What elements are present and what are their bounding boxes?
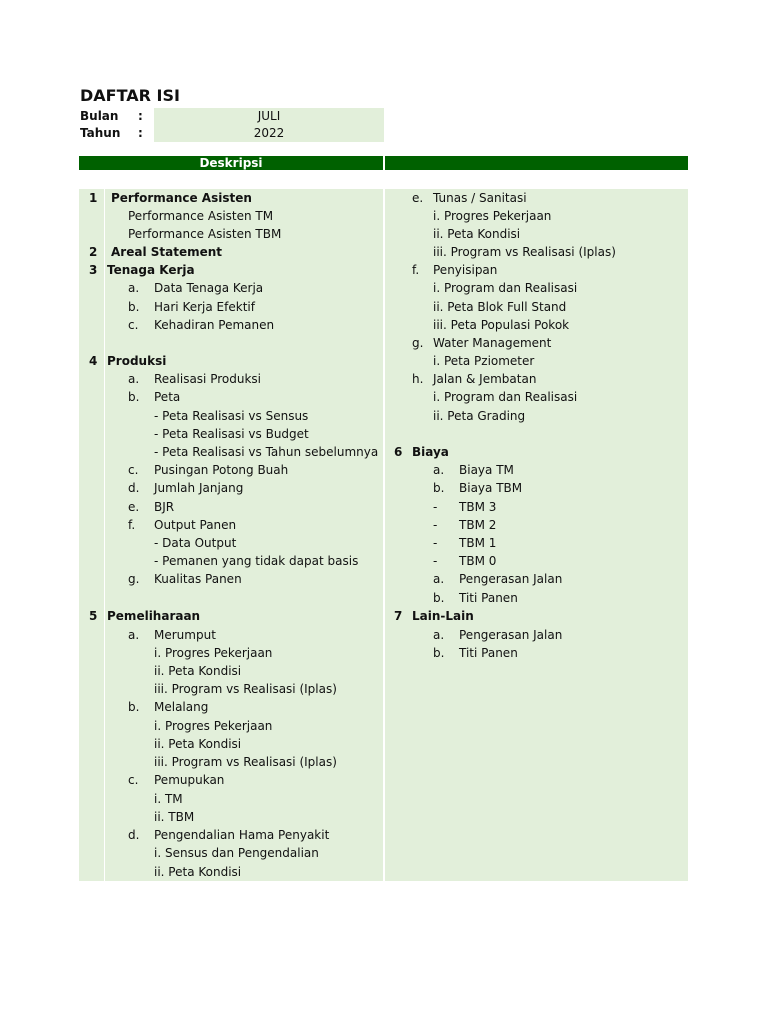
list-item: TBM 2 <box>459 518 497 532</box>
list-subitem: iii. Program vs Realisasi (Iplas) <box>154 755 337 769</box>
item-letter: a. <box>433 572 445 586</box>
page-title: DAFTAR ISI <box>80 86 180 105</box>
list-subitem: ii. Peta Kondisi <box>154 737 242 751</box>
item-letter: a. <box>128 628 140 642</box>
item-letter: a. <box>128 281 140 295</box>
list-item: Pengerasan Jalan <box>459 572 563 586</box>
list-item: Output Panen <box>154 518 237 532</box>
header-second <box>385 156 688 170</box>
item-dash: - <box>433 554 438 568</box>
list-subitem: i. Progres Pekerjaan <box>154 719 273 733</box>
list-subitem: - Peta Realisasi vs Budget <box>154 427 309 441</box>
section-number: 7 <box>394 609 403 623</box>
item-letter: g. <box>128 572 140 586</box>
item-letter: a. <box>433 628 445 642</box>
list-subitem: iii. Program vs Realisasi (Iplas) <box>154 682 337 696</box>
list-subitem: - Peta Realisasi vs Sensus <box>154 409 309 423</box>
section-number: 4 <box>89 354 98 368</box>
tahun-colon: : <box>138 126 143 140</box>
item-letter: e. <box>128 500 140 514</box>
tahun-value: 2022 <box>154 125 384 142</box>
list-item: Jumlah Janjang <box>154 481 244 495</box>
list-item: Tunas / Sanitasi <box>433 191 527 205</box>
section-title: Performance Asisten <box>111 191 252 205</box>
bulan-label: Bulan <box>80 109 119 123</box>
item-letter: b. <box>433 481 445 495</box>
list-item: TBM 3 <box>459 500 497 514</box>
item-letter: e. <box>412 191 424 205</box>
item-letter: a. <box>433 463 445 477</box>
list-subitem: ii. Peta Kondisi <box>154 664 242 678</box>
list-item: Merumput <box>154 628 216 642</box>
bulan-colon: : <box>138 109 143 123</box>
list-item: Water Management <box>433 336 552 350</box>
list-item: Pemupukan <box>154 773 225 787</box>
item-letter: g. <box>412 336 424 350</box>
section-number: 6 <box>394 445 403 459</box>
list-subitem: i. TM <box>154 792 183 806</box>
section-title: Pemeliharaan <box>107 609 201 623</box>
section-number: 3 <box>89 263 98 277</box>
list-item: Penyisipan <box>433 263 498 277</box>
section-title: Tenaga Kerja <box>107 263 195 277</box>
list-subitem: ii. Peta Kondisi <box>154 865 242 879</box>
list-item: Kehadiran Pemanen <box>154 318 275 332</box>
list-item: Pengendalian Hama Penyakit <box>154 828 330 842</box>
item-letter: b. <box>128 300 140 314</box>
list-subitem: ii. Peta Blok Full Stand <box>433 300 567 314</box>
tahun-label: Tahun <box>80 126 121 140</box>
list-item: Biaya TM <box>459 463 514 477</box>
tahun-row <box>80 125 285 142</box>
list-subitem: i. Sensus dan Pengendalian <box>154 846 319 860</box>
item-letter: d. <box>128 481 140 495</box>
list-subitem: iii. Program vs Realisasi (Iplas) <box>433 245 616 259</box>
item-letter: f. <box>128 518 136 532</box>
list-subitem: ii. TBM <box>154 810 195 824</box>
item-dash: - <box>433 536 438 550</box>
list-item: TBM 0 <box>459 554 497 568</box>
list-item: Titi Panen <box>459 646 518 660</box>
item-letter: c. <box>128 318 139 332</box>
list-subitem: i. Program dan Realisasi <box>433 390 578 404</box>
list-item: Data Tenaga Kerja <box>154 281 264 295</box>
item-letter: c. <box>128 773 139 787</box>
section-number: 1 <box>89 191 98 205</box>
list-item: Pengerasan Jalan <box>459 628 563 642</box>
list-item: Realisasi Produksi <box>154 372 262 386</box>
bulan-row <box>80 108 281 125</box>
list-item: Performance Asisten TM <box>128 209 274 223</box>
list-subitem: ii. Peta Grading <box>433 409 526 423</box>
section-title: Areal Statement <box>111 245 223 259</box>
item-letter: b. <box>433 646 445 660</box>
item-letter: a. <box>128 372 140 386</box>
list-subitem: i. Progres Pekerjaan <box>433 209 552 223</box>
list-item: Jalan & Jembatan <box>433 372 537 386</box>
list-item: Peta <box>154 390 181 404</box>
list-item: Biaya TBM <box>459 481 523 495</box>
header-deskripsi: Deskripsi <box>79 156 383 170</box>
list-item: Hari Kerja Efektif <box>154 300 255 314</box>
item-letter: b. <box>128 390 140 404</box>
section-number: 5 <box>89 609 98 623</box>
list-subitem: ii. Peta Kondisi <box>433 227 521 241</box>
list-subitem: - Pemanen yang tidak dapat basis <box>154 554 359 568</box>
list-subitem: i. Progres Pekerjaan <box>154 646 273 660</box>
list-subitem: iii. Peta Populasi Pokok <box>433 318 570 332</box>
item-letter: f. <box>412 263 420 277</box>
section-title: Produksi <box>107 354 167 368</box>
list-item: Titi Panen <box>459 591 518 605</box>
list-item: Pusingan Potong Buah <box>154 463 289 477</box>
list-item: Kualitas Panen <box>154 572 242 586</box>
list-item: Melalang <box>154 700 209 714</box>
item-letter: h. <box>412 372 424 386</box>
list-subitem: i. Program dan Realisasi <box>433 281 578 295</box>
section-number: 2 <box>89 245 98 259</box>
item-letter: c. <box>128 463 139 477</box>
section-title: Biaya <box>412 445 449 459</box>
list-subitem: - Peta Realisasi vs Tahun sebelumnya <box>154 445 379 459</box>
section-title: Lain-Lain <box>412 609 474 623</box>
item-dash: - <box>433 500 438 514</box>
list-subitem: i. Peta Pziometer <box>433 354 535 368</box>
list-item: TBM 1 <box>459 536 497 550</box>
item-letter: b. <box>128 700 140 714</box>
list-item: Performance Asisten TBM <box>128 227 282 241</box>
list-item: BJR <box>154 500 175 514</box>
bulan-value: JULI <box>154 108 384 125</box>
item-letter: b. <box>433 591 445 605</box>
item-dash: - <box>433 518 438 532</box>
number-column-divider <box>104 189 105 881</box>
item-letter: d. <box>128 828 140 842</box>
list-subitem: - Data Output <box>154 536 237 550</box>
